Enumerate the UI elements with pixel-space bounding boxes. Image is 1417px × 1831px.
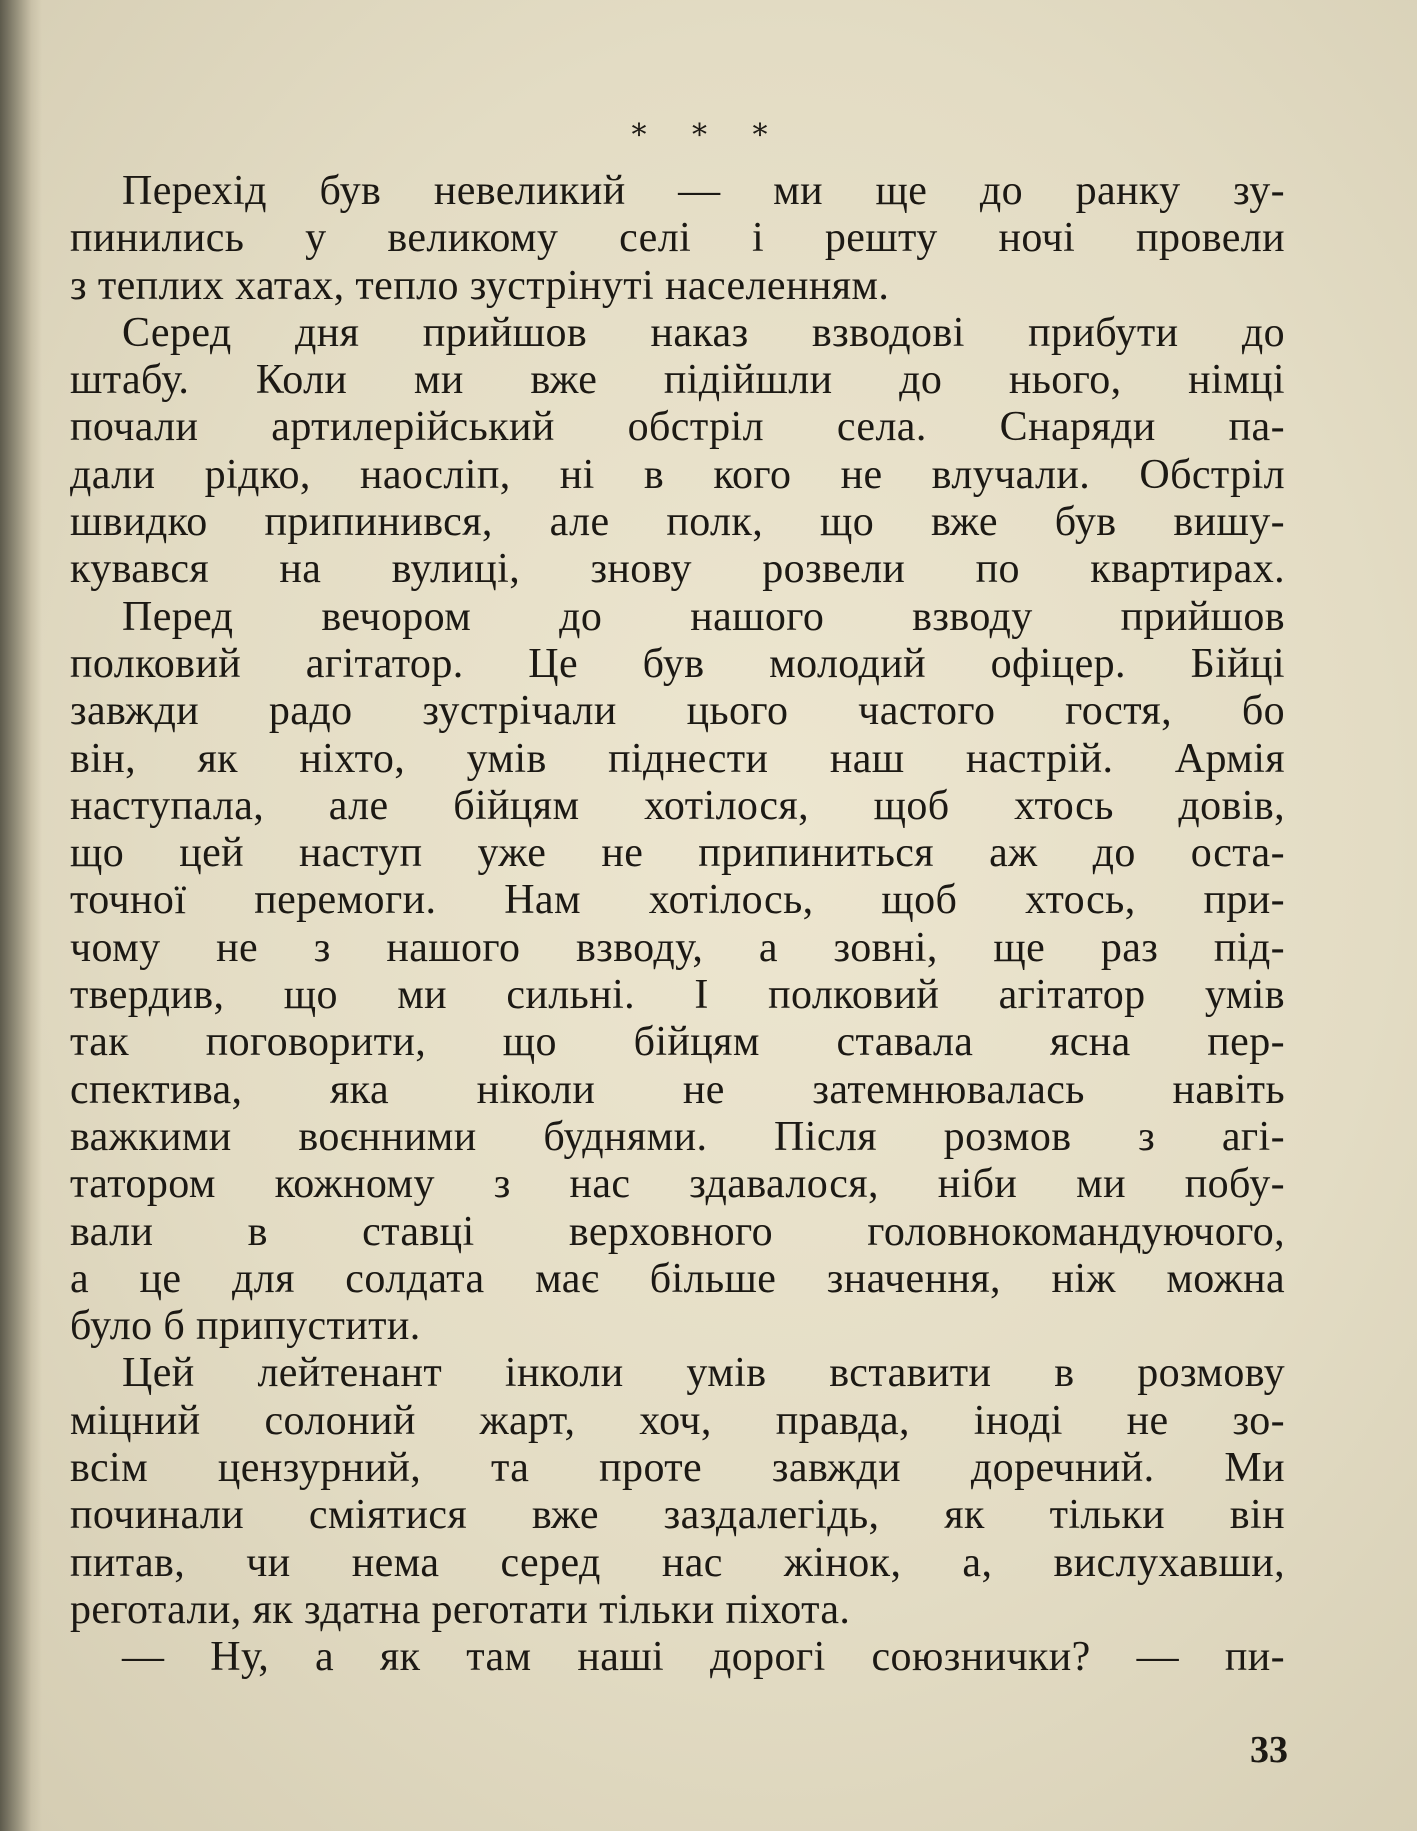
spine-shadow <box>0 0 42 1831</box>
paragraph <box>70 168 1285 310</box>
section-separator: * * * <box>631 118 786 153</box>
text-line: реготали, як здатна реготати тільки піхота. <box>70 1586 851 1633</box>
text-line: важкими воєнними буднями. Після розмов з агі- <box>70 1113 1285 1160</box>
paragraph <box>70 1350 1285 1634</box>
text-line: так поговорити, що бійцям ставала ясна пер- <box>70 1019 1285 1066</box>
text-line: швидко припинився, але полк, що вже був вишу- <box>70 499 1285 546</box>
text-line: почали артилерійський обстріл села. Снаряди па- <box>70 404 1285 451</box>
text-line: чому не з нашого взводу, а зовні, ще раз під- <box>70 924 1285 971</box>
body-text <box>70 168 1285 1682</box>
paragraph <box>70 1634 1285 1681</box>
text-line: дали рідко, наосліп, ні в кого не влучали. Обстріл <box>70 451 1285 498</box>
text-line: завжди радо зустрічали цього частого гостя, бо <box>70 688 1285 735</box>
text-line: з теплих хатах, тепло зустрінуті населенням. <box>70 262 890 309</box>
text-line: що цей наступ уже не припиниться аж до оста- <box>70 830 1285 877</box>
text-line: Серед дня прийшов наказ взводові прибути до <box>122 309 1285 356</box>
page-number: 33 <box>1250 1729 1288 1771</box>
text-line: наступала, але бійцям хотілося, щоб хтось довів, <box>70 782 1285 829</box>
text-line: Перехід був невеликий — ми ще до ранку зу- <box>122 168 1285 214</box>
text-line: питав, чи нема серед нас жінок, а, вислухавши, <box>70 1539 1285 1586</box>
text-line: — Ну, а як там наші дорогі союзнички? — пи- <box>122 1634 1285 1681</box>
text-line: штабу. Коли ми вже підійшли до нього, німці <box>70 357 1285 404</box>
text-line: татором кожному з нас здавалося, ніби ми побу- <box>70 1161 1285 1208</box>
text-line: всім цензурний, та проте завжди доречний. Ми <box>70 1445 1285 1492</box>
text-line: вали в ставці верховного головнокомандуючого, <box>70 1208 1285 1255</box>
text-line: кувався на вулиці, знову розвели по квартирах. <box>70 546 1285 593</box>
text-line: починали сміятися вже заздалегідь, як тільки він <box>70 1492 1285 1539</box>
text-line: твердив, що ми сильні. І полковий агітатор умів <box>70 972 1285 1019</box>
paragraph <box>70 310 1285 594</box>
text-line: він, як ніхто, умів піднести наш настрій. Армія <box>70 735 1285 782</box>
text-line: спектива, яка ніколи не затемнювалась навіть <box>70 1066 1285 1113</box>
text-line: Цей лейтенант інколи умів вставити в розмову <box>122 1350 1285 1397</box>
text-line: міцний солоний жарт, хоч, правда, іноді не зо- <box>70 1397 1285 1444</box>
text-line: точної перемоги. Нам хотілось, щоб хтось, при- <box>70 877 1285 924</box>
text-line: полковий агітатор. Це був молодий офіцер. Бійці <box>70 640 1285 687</box>
text-line: було б припустити. <box>70 1303 421 1350</box>
paragraph <box>70 594 1285 1351</box>
text-line: а це для солдата має більше значення, ніж можна <box>70 1255 1285 1302</box>
text-line: Перед вечором до нашого взводу прийшов <box>122 593 1285 640</box>
text-line: пинились у великому селі і решту ночі провели <box>70 215 1285 262</box>
